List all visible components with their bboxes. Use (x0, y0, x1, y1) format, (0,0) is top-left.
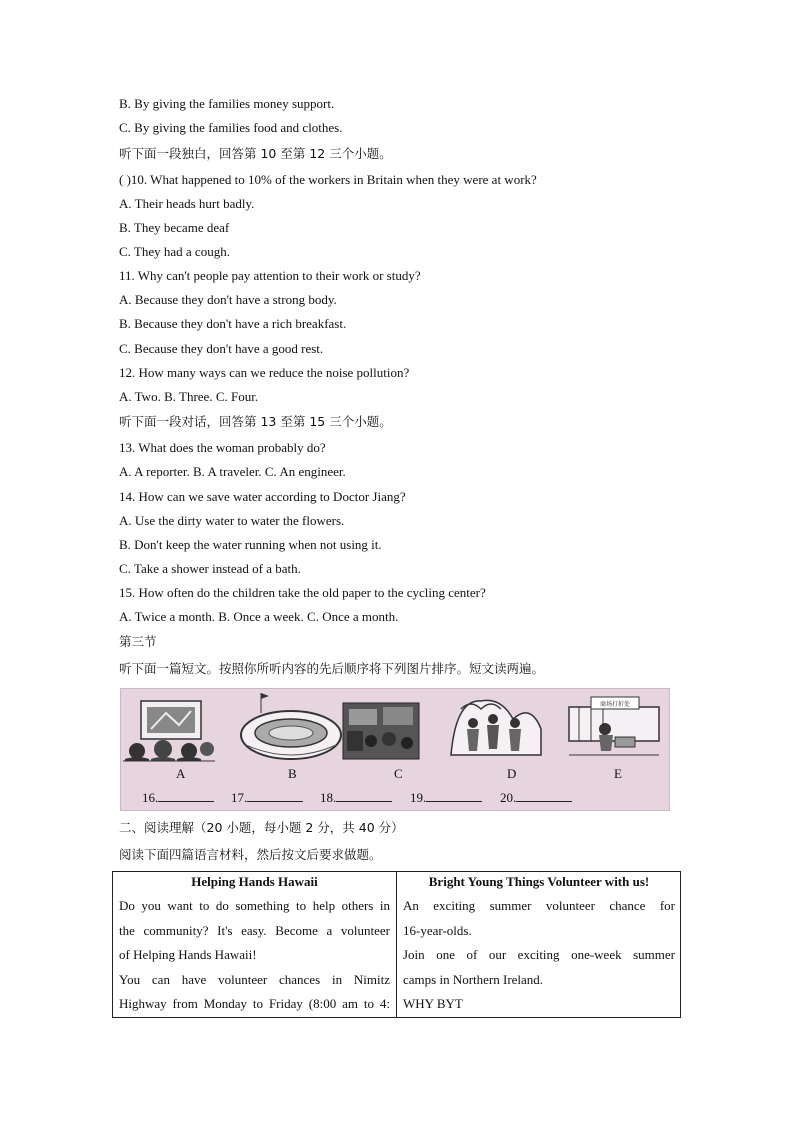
picture-letter: E (614, 766, 622, 781)
blank-number: 17. (231, 790, 248, 805)
reading-section-title: 二、阅读理解（20 小题，每小题 2 分，共 40 分） (119, 820, 404, 835)
answer-blank[interactable] (500, 789, 572, 806)
option-line: A. Use the dirty water to water the flowers. (119, 513, 345, 528)
reading-table (112, 871, 681, 1018)
section-instruction: 听下面一段独白，回答第 10 至第 12 三个小题。 (119, 146, 392, 161)
option-line: A. Two. B. Three. C. Four. (119, 389, 259, 404)
question-line: 14. How can we save water according to Doctor Jiang? (119, 489, 406, 504)
option-line: C. Take a shower instead of a bath. (119, 561, 301, 576)
reading-instruction: 阅读下面四篇语言材料，然后按文后要求做题。 (119, 847, 382, 862)
table-divider (396, 872, 397, 1017)
option-line: C. They had a cough. (119, 244, 230, 259)
table-column-helping-hands (119, 872, 390, 1017)
picture-letter: D (507, 766, 517, 781)
column-text-line: 16-year-olds. (403, 922, 472, 938)
blank-number: 16. (142, 790, 159, 805)
column-title: Helping Hands Hawaii (191, 874, 318, 889)
question-line: 13. What does the woman probably do? (119, 440, 326, 455)
column-text-line: You can have volunteer chances in Nimitz (119, 971, 390, 987)
shop-sign-text: 商场打折处 (599, 701, 631, 708)
column-text-line: An exciting summer volunteer chance for (403, 898, 675, 913)
option-line: B. They became deaf (119, 220, 230, 235)
picture-a-illustration (123, 701, 215, 761)
answer-blank[interactable] (410, 789, 482, 806)
blank-line[interactable] (516, 789, 572, 802)
option-line: A. Their heads hurt badly. (119, 196, 255, 211)
question-line: 11. Why can't people pay attention to their work or study? (119, 268, 421, 283)
section-heading: 第三节 (119, 634, 157, 649)
picture-letter: A (176, 766, 186, 781)
blank-line[interactable] (247, 789, 303, 802)
picture-letter: B (288, 766, 297, 781)
option-line: A. Because they don't have a strong body. (119, 292, 337, 307)
blank-line[interactable] (336, 789, 392, 802)
blank-number: 20. (500, 790, 517, 805)
picture-b-illustration (241, 693, 341, 759)
option-line: A. Twice a month. B. Once a week. C. Once a month. (119, 609, 399, 624)
column-text-line: Do you want to do something to help others in (119, 898, 390, 913)
blank-line[interactable] (158, 789, 214, 802)
option-line: C. Because they don't have a good rest. (119, 341, 324, 356)
picture-d-illustration (451, 700, 541, 755)
blank-number: 19. (410, 790, 427, 805)
column-text-line: of Helping Hands Hawaii! (119, 947, 257, 962)
answer-blank[interactable] (320, 789, 392, 806)
question-line: ( )10. What happened to 10% of the workers in Britain when they were at work? (119, 172, 537, 187)
answer-blank[interactable] (231, 789, 303, 806)
picture-letter: C (394, 766, 403, 781)
table-column-bright-young-things (403, 872, 675, 1017)
section-instruction: 听下面一段对话，回答第 13 至第 15 三个小题。 (119, 414, 392, 429)
option-line: B. Because they don't have a rich breakfast. (119, 316, 347, 331)
picture-c-illustration (343, 703, 419, 759)
question-line: 12. How many ways can we reduce the noise pollution? (119, 365, 410, 380)
section-instruction: 听下面一篇短文。按照你所听内容的先后顺序将下列图片排序。短文读两遍。 (119, 661, 545, 676)
option-line: A. A reporter. B. A traveler. C. An engineer. (119, 464, 346, 479)
picture-e-illustration (569, 697, 659, 755)
blank-number: 18. (320, 790, 337, 805)
answer-blank[interactable] (142, 789, 214, 806)
column-text-line: Join one of our exciting one-week summer (403, 947, 675, 962)
column-text-line: WHY BYT (403, 996, 463, 1011)
column-text-line: the community? It's easy. Become a volunteer (119, 922, 390, 938)
blank-line[interactable] (426, 789, 482, 802)
option-line: B. By giving the families money support. (119, 96, 335, 111)
option-line: C. By giving the families food and clothes. (119, 120, 343, 135)
column-title: Bright Young Things Volunteer with us! (428, 874, 650, 889)
question-line: 15. How often do the children take the old paper to the cycling center? (119, 585, 486, 600)
column-text-line: Highway from Monday to Friday (8:00 am to 4: (119, 996, 390, 1011)
column-text-line: camps in Northern Ireland. (403, 971, 544, 987)
option-line: B. Don't keep the water running when not using it. (119, 537, 382, 552)
